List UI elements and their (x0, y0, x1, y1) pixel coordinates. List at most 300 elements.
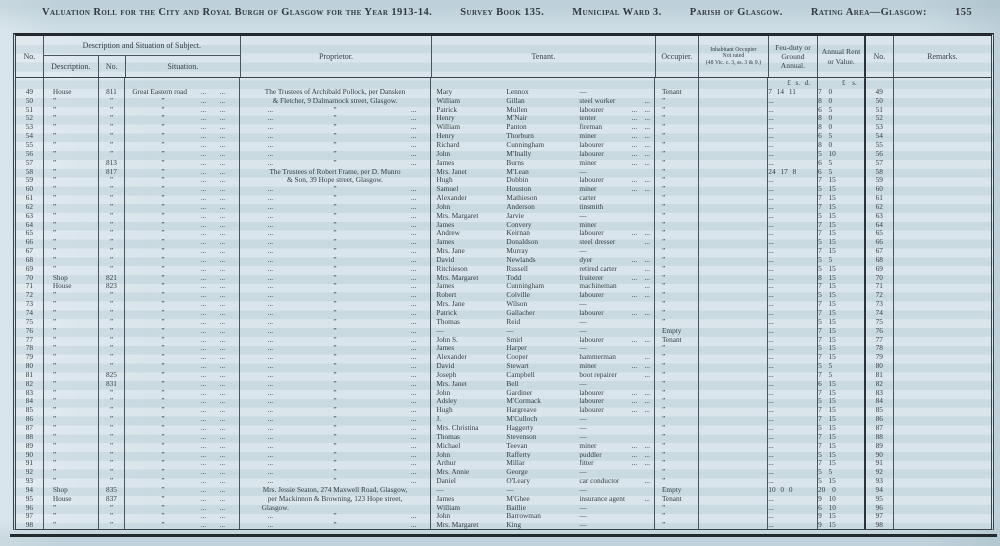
dotted-leader: ... (219, 316, 226, 326)
dotted-leader: ... (267, 334, 274, 344)
dotted-leader: ... (219, 405, 226, 415)
entry-no-right: 51 (866, 105, 894, 114)
tenant-occupation: — (579, 87, 587, 96)
feu-duty-cell: ... (768, 290, 818, 299)
dotted-leader: ” (333, 378, 337, 388)
dotted-leader: ... (219, 166, 226, 176)
house-no-cell: ” (99, 175, 126, 184)
annual-rent-cell: 5 15 (818, 343, 866, 352)
entry-no: 98 (16, 520, 44, 529)
dotted-leader: ” (333, 449, 337, 459)
tenant-cell (431, 193, 655, 202)
dotted-leader: ... (200, 396, 207, 406)
inhabitant-occupier-cell (699, 140, 769, 149)
entry-no-right: 55 (866, 140, 894, 149)
house-no-cell: ” (99, 397, 126, 406)
remarks-cell (894, 432, 991, 441)
feu-duty-cell: ... (768, 308, 818, 317)
remarks-cell (894, 308, 991, 317)
dotted-leader: ” (333, 131, 337, 141)
annual-rent-cell: 7 15 (818, 388, 866, 397)
entry-no-right: 66 (866, 237, 894, 246)
tenant-surname: Newlands (506, 255, 536, 264)
entry-no-right: 78 (866, 343, 894, 352)
tenant-cell (431, 388, 655, 397)
tenant-surname: — (506, 325, 514, 335)
dotted-leader: ... (267, 113, 274, 123)
proprietor-cell (240, 450, 432, 459)
entry-no-right: 83 (866, 388, 894, 397)
inhabitant-occupier-cell (699, 458, 769, 467)
dotted-leader: ... (410, 201, 417, 211)
entry-no: 58 (16, 167, 44, 176)
remarks-cell (894, 229, 991, 238)
tenant-forename: Hugh (436, 405, 453, 415)
remarks-cell (894, 122, 991, 131)
dotted-leader: ... (267, 511, 274, 521)
dotted-leader: ... (410, 449, 417, 459)
inhabitant-occupier-cell (699, 105, 769, 114)
occupier-cell: ” (655, 202, 699, 211)
house-no-cell: ” (99, 149, 126, 158)
entry-no-right: 68 (866, 255, 894, 264)
dotted-leader: ... (219, 87, 226, 96)
dotted-leader: ... (267, 520, 274, 530)
col-header-desc-situation: Description and Situation of Subject. (44, 36, 241, 56)
inhabitant-occupier-cell (699, 317, 769, 326)
dotted-leader: ... (219, 95, 226, 105)
occupier-cell: ” (655, 441, 699, 450)
inhabitant-occupier-cell (699, 282, 769, 291)
tenant-surname: Stevenson (506, 431, 537, 441)
dotted-leader: ... (200, 387, 207, 397)
entry-no-right: 53 (866, 122, 894, 131)
feu-duty-cell: ... (768, 379, 818, 388)
description-cell: Shop (44, 485, 99, 494)
col-header-occupier: Occupier. (656, 36, 700, 77)
dotted-leader: ... (200, 166, 207, 176)
house-no-cell: ” (99, 131, 126, 140)
tenant-surname: Teevan (506, 440, 528, 450)
remarks-cell (894, 388, 991, 397)
proprietor-cell (240, 458, 432, 467)
tenant-surname: Gardiner (506, 387, 533, 397)
dotted-leader: ... (644, 281, 650, 291)
occupier-cell: ” (655, 458, 699, 467)
situation-cell: ” ... ... (125, 114, 239, 123)
tenant-cell (431, 167, 655, 176)
inhabitant-occupier-cell (699, 361, 769, 370)
dotted-leader: ... (219, 387, 226, 397)
feu-duty-cell: ... (768, 246, 818, 255)
tenant-forename: Arthur (436, 458, 456, 468)
occupier-cell: ” (655, 512, 699, 521)
feu-duty-cell: ... (768, 255, 818, 264)
dotted-leader: ... (267, 255, 274, 264)
tenant-forename: Samuel (436, 184, 459, 194)
col-header-description: Description. (44, 56, 99, 77)
remarks-cell (894, 264, 991, 273)
inhabitant-occupier-cell (699, 273, 769, 282)
situation-cell: ” ... ... (125, 149, 239, 158)
table-row (16, 458, 991, 467)
tenant-cell (431, 494, 655, 503)
tenant-occupation: fitter ... ... (579, 458, 650, 468)
tenant-cell (431, 405, 655, 414)
situation-cell: ” ... ... (125, 370, 239, 379)
description-cell: ” (44, 397, 99, 406)
annual-rent-cell: 7 15 (818, 326, 866, 335)
tenant-cell (431, 450, 655, 459)
dotted-leader: ” (333, 361, 337, 370)
inhabitant-occupier-cell (699, 131, 769, 140)
proprietor-cell (240, 476, 432, 485)
inhabitant-occupier-cell (699, 476, 769, 485)
tenant-occupation: insurance agent ... (579, 493, 650, 503)
situation-cell: ” ... ... (125, 246, 239, 255)
dotted-leader: ... (200, 440, 207, 450)
entry-no: 65 (16, 229, 44, 238)
occupier-cell: ” (655, 361, 699, 370)
description-cell: ” (44, 467, 99, 476)
house-no-cell: ” (99, 211, 126, 220)
table-row (16, 485, 991, 494)
dotted-leader: ... (410, 210, 417, 220)
occupier-cell: ” (655, 476, 699, 485)
feu-duty-cell: ... (768, 122, 818, 131)
tenant-cell (431, 485, 655, 494)
table-row (16, 193, 991, 202)
dotted-leader: ... (219, 184, 226, 194)
dotted-leader: ... (219, 361, 226, 370)
dotted-leader: ... (200, 246, 207, 256)
tenant-occupation: — (579, 431, 587, 441)
dotted-leader: ... ... (631, 122, 650, 132)
tenant-occupation: — (579, 166, 587, 176)
tenant-forename: John (436, 449, 451, 459)
dotted-leader: ... (267, 467, 274, 477)
entry-no: 56 (16, 149, 44, 158)
description-cell: ” (44, 520, 99, 529)
occupier-cell: ” (655, 175, 699, 184)
col-header-situation: Situation. (126, 56, 241, 77)
occupier-cell: ” (655, 397, 699, 406)
description-cell: ” (44, 335, 99, 344)
table-row (16, 282, 991, 291)
annual-rent-cell: 9 10 (818, 494, 866, 503)
proprietor-cell (240, 397, 432, 406)
entry-no-right: 65 (866, 229, 894, 238)
house-no-cell: ” (99, 520, 126, 529)
house-no-cell: ” (99, 299, 126, 308)
inhabitant-occupier-cell (699, 220, 769, 229)
house-no-cell: ” (99, 432, 126, 441)
inhabitant-occupier-cell (699, 299, 769, 308)
dotted-leader: ... (219, 201, 226, 211)
situation-cell: ” ... ... (125, 122, 239, 131)
dotted-leader: ... (410, 378, 417, 388)
dotted-leader: ... (219, 246, 226, 256)
annual-rent-cell: 8 0 (818, 122, 866, 131)
inhabitant-occupier-cell (699, 423, 769, 432)
remarks-cell (894, 158, 991, 167)
tenant-cell (431, 512, 655, 521)
tenant-forename: Andrew (436, 228, 460, 238)
currency-subheader-row (16, 78, 991, 87)
house-no-cell: ” (99, 326, 126, 335)
tenant-forename: Mrs. Margaret (436, 210, 479, 220)
dotted-leader: ... (644, 476, 650, 485)
dotted-leader: ... (200, 272, 207, 282)
tenant-cell (431, 432, 655, 441)
description-cell: ” (44, 441, 99, 450)
tenant-occupation: labourer ... ... (579, 405, 650, 415)
inhabitant-occupier-cell (699, 379, 769, 388)
tenant-surname: Mathieson (506, 193, 538, 202)
tenant-forename: James (436, 219, 455, 229)
tenant-cell (431, 326, 655, 335)
dotted-leader: ... (267, 246, 274, 256)
occupier-cell: ” (655, 140, 699, 149)
dotted-leader: ... (200, 193, 207, 202)
dotted-leader: ” (333, 511, 337, 521)
tenant-forename: William (436, 95, 461, 105)
description-cell: ” (44, 370, 99, 379)
dotted-leader: ... ... (631, 157, 650, 167)
tenant-surname: Panton (506, 122, 527, 132)
house-no-cell: ” (99, 114, 126, 123)
house-no-cell: 811 (99, 87, 126, 96)
house-no-cell: ” (99, 405, 126, 414)
dotted-leader: ... (267, 193, 274, 202)
entry-no: 85 (16, 405, 44, 414)
annual-rent-cell: 7 15 (818, 352, 866, 361)
dotted-leader: ... (219, 263, 226, 273)
dotted-leader: ... (219, 511, 226, 521)
dotted-leader: ” (333, 299, 337, 309)
feu-duty-cell: 10 0 0 (768, 485, 818, 494)
tenant-cell (431, 335, 655, 344)
feu-duty-cell: ... (768, 184, 818, 193)
situation-cell: ” ... ... (125, 352, 239, 361)
proprietor-cell (240, 308, 432, 317)
inhabitant-occupier-cell (699, 193, 769, 202)
tenant-surname: Donaldson (506, 237, 539, 247)
situation-cell: ” ... ... (125, 282, 239, 291)
proprietor-cell: & Fletcher, 9 Dalmarnock street, Glasgow. (240, 96, 432, 105)
annual-rent-cell: 8 0 (818, 96, 866, 105)
dotted-leader: ... (219, 352, 226, 362)
tenant-cell (431, 317, 655, 326)
house-no-cell: ” (99, 96, 126, 105)
tenant-forename: Joseph (436, 370, 457, 379)
entry-no-right: 79 (866, 352, 894, 361)
dotted-leader: ... (200, 184, 207, 194)
dotted-leader: ... (200, 299, 207, 309)
proprietor-cell (240, 290, 432, 299)
table-row (16, 114, 991, 123)
dotted-leader: ... (200, 95, 207, 105)
dotted-leader: ... ... (631, 396, 650, 406)
description-cell: ” (44, 184, 99, 193)
description-cell: ” (44, 379, 99, 388)
tenant-surname: Hargreave (506, 405, 537, 415)
table-row (16, 167, 991, 176)
situation-cell: ” ... ... (125, 485, 239, 494)
dotted-leader: ... (410, 431, 417, 441)
dotted-leader: ... (267, 316, 274, 326)
annual-rent-cell: 5 5 (818, 361, 866, 370)
table-row (16, 122, 991, 131)
dotted-leader: ... (200, 281, 207, 291)
tenant-surname: Houston (506, 184, 532, 194)
entry-no-right: 63 (866, 211, 894, 220)
tenant-forename: Mrs. Annie (436, 467, 470, 477)
feu-duty-cell: ... (768, 476, 818, 485)
inhabitant-occupier-cell (699, 503, 769, 512)
dotted-leader: ” (333, 290, 337, 300)
dotted-leader: ... ... (631, 113, 650, 123)
dotted-leader: ... (219, 334, 226, 344)
inhabitant-occupier-cell (699, 149, 769, 158)
tenant-occupation: labourer ... ... (579, 334, 650, 344)
inhabitant-occupier-cell (699, 485, 769, 494)
tenant-forename: Adsley (436, 396, 458, 406)
dotted-leader: ... (267, 140, 274, 149)
dotted-leader: ... (410, 361, 417, 370)
description-cell: ” (44, 450, 99, 459)
entry-no-right: 80 (866, 361, 894, 370)
situation-cell: ” ... ... (125, 193, 239, 202)
dotted-leader: ... (267, 440, 274, 450)
entry-no: 71 (16, 282, 44, 291)
entry-no-right: 94 (866, 485, 894, 494)
tenant-occupation: labourer ... ... (579, 228, 650, 238)
proprietor-cell (240, 352, 432, 361)
dotted-leader: ” (333, 308, 337, 317)
annual-rent-cell: 6 5 (818, 167, 866, 176)
entry-no: 78 (16, 343, 44, 352)
inhabitant-occupier-cell (699, 414, 769, 423)
tenant-forename: Michael (436, 440, 461, 450)
tenant-surname: O'Leary (506, 476, 530, 485)
situation-cell: ” ... ... (125, 264, 239, 273)
description-cell: ” (44, 211, 99, 220)
annual-rent-cell: 7 15 (818, 202, 866, 211)
proprietor-cell (240, 184, 432, 193)
col-header-description-group (44, 36, 241, 77)
dotted-leader: ... (200, 263, 207, 273)
dotted-leader: ... (200, 511, 207, 521)
dotted-leader: ” (333, 325, 337, 335)
dotted-leader: ... (200, 87, 207, 96)
proprietor-cell (240, 229, 432, 238)
dotted-leader: ... (410, 458, 417, 468)
remarks-cell (894, 114, 991, 123)
inhabitant-occupier-cell (699, 520, 769, 529)
table-row (16, 202, 991, 211)
tenant-cell (431, 290, 655, 299)
feu-duty-cell: ... (768, 423, 818, 432)
entry-no-right: 56 (866, 149, 894, 158)
situation-cell: ” ... ... (125, 388, 239, 397)
entry-no: 73 (16, 299, 44, 308)
annual-rent-cell: 5 10 (818, 149, 866, 158)
dotted-leader: ... (410, 467, 417, 477)
dotted-leader: ... (200, 157, 207, 167)
occupier-cell: ” (655, 96, 699, 105)
annual-rent-cell: 9 15 (818, 520, 866, 529)
occupier-cell: ” (655, 414, 699, 423)
dotted-leader: ... (267, 431, 274, 441)
tenant-occupation: — (579, 343, 587, 353)
table-row (16, 388, 991, 397)
tenant-cell (431, 273, 655, 282)
tenant-occupation: — (579, 467, 587, 477)
dotted-leader: ... (219, 272, 226, 282)
tenant-cell (431, 96, 655, 105)
tenant-surname: Keirnan (506, 228, 530, 238)
description-cell: ” (44, 405, 99, 414)
table-row (16, 229, 991, 238)
tenant-occupation: labourer ... ... (579, 175, 650, 185)
feu-duty-cell: ... (768, 432, 818, 441)
dotted-leader: ... (200, 361, 207, 370)
proprietor-cell (240, 335, 432, 344)
tenant-forename: John (436, 201, 451, 211)
proprietor-cell (240, 122, 432, 131)
tenant-surname: M'Inally (506, 148, 532, 158)
table-row (16, 343, 991, 352)
remarks-cell (894, 379, 991, 388)
feu-duty-cell: ... (768, 370, 818, 379)
tenant-occupation: miner ... ... (579, 157, 650, 167)
occupier-cell: ” (655, 379, 699, 388)
dotted-leader: ” (333, 104, 337, 114)
dotted-leader: ... (410, 281, 417, 291)
dotted-leader: ... (267, 148, 274, 158)
description-cell: ” (44, 202, 99, 211)
table-row (16, 149, 991, 158)
description-cell: House (44, 282, 99, 291)
tenant-surname: Thorburn (506, 131, 534, 141)
entry-no-right: 82 (866, 379, 894, 388)
dotted-leader: ... (267, 325, 274, 335)
tenant-surname: King (506, 520, 521, 530)
table-row (16, 131, 991, 140)
tenant-occupation: miner (579, 219, 597, 229)
tenant-forename: John (436, 387, 451, 397)
annual-rent-cell: 5 15 (818, 397, 866, 406)
situation-cell: ” ... ... (125, 520, 239, 529)
tenant-occupation: retired carter ... (579, 263, 650, 273)
dotted-leader: ... (219, 104, 226, 114)
house-no-cell: ” (99, 246, 126, 255)
tenant-forename: Patrick (436, 308, 458, 317)
tenant-forename: Mrs. Christina (436, 423, 479, 432)
annual-rent-cell: 7 15 (818, 405, 866, 414)
dotted-leader: ... ... (631, 334, 650, 344)
remarks-cell (894, 237, 991, 246)
situation-cell: ” ... ... (125, 335, 239, 344)
dotted-leader: ... (410, 184, 417, 194)
dotted-leader: ... (200, 352, 207, 362)
dotted-leader: ... (219, 140, 226, 149)
remarks-cell (894, 131, 991, 140)
dotted-leader: ... (267, 476, 274, 485)
tenant-occupation: hammerman ... (579, 352, 650, 362)
occupier-cell: ” (655, 282, 699, 291)
